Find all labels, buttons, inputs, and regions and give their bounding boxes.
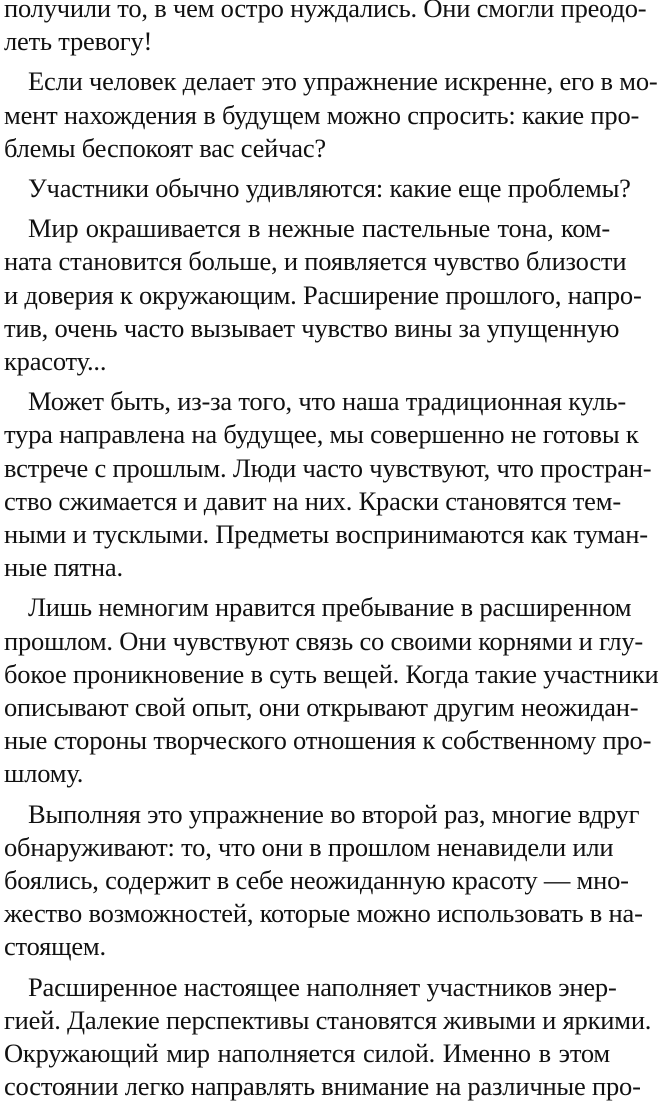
paragraph — [4, 385, 652, 584]
text-line: гией. Далекие перспективы становятся живыми и яркими. — [4, 1004, 652, 1035]
text-line: Если человек делает это упражнение искренне, его в мо- — [28, 66, 658, 97]
text-line: ные пятна. — [4, 552, 123, 583]
text-line: тив, очень часто вызывает чувство вины за упущенную — [4, 312, 620, 343]
text-line: тура направлена на будущее, мы совершенно не готовы к — [4, 419, 639, 450]
paragraph — [4, 591, 659, 790]
text-line: и доверия к окружающим. Расширение прошлого, напро- — [4, 279, 642, 310]
text-line: ната становится больше, и появляется чувство близости — [4, 246, 627, 277]
text-line: Лишь немногим нравится пребывание в расширенном — [28, 592, 632, 623]
text-line: ство сжимается и давит на них. Краски становятся тем- — [4, 485, 621, 516]
text-line: получили то, в чем остро нуждались. Они смогли преодо- — [4, 0, 647, 23]
text-line: обнаруживают: то, что они в прошлом ненавидели или — [4, 831, 614, 862]
text-line: Окружающий мир наполняется силой. Именно в этом — [4, 1038, 610, 1069]
text-line: блемы беспокоят вас сейчас? — [4, 132, 326, 163]
text-line: встрече с прошлым. Люди часто чувствуют, что простран- — [4, 452, 652, 483]
text-line: боялись, содержит в себе неожиданную красоту — мно- — [4, 865, 629, 896]
text-line: прошлом. Они чувствуют связь со своими корнями и глу- — [4, 625, 644, 656]
text-line: стоящем. — [4, 931, 106, 962]
body-text — [4, 0, 659, 1111]
text-line: Участники обычно удивляются: какие еще проблемы? — [28, 173, 631, 204]
text-line: ные стороны творческого отношения к собственному про- — [4, 725, 652, 756]
paragraph — [4, 0, 647, 58]
text-line: бокое проникновение в суть вещей. Когда такие участники — [4, 658, 659, 689]
text-line: ными и тусклыми. Предметы воспринимаются как туман- — [4, 519, 648, 550]
text-line: шлому. — [4, 758, 84, 789]
text-line: Может быть, из-за того, что наша традиционная куль- — [28, 386, 626, 417]
text-line: мент нахождения в будущем можно спросить: какие про- — [4, 99, 640, 130]
text-line: состоянии легко направлять внимание на различные про- — [4, 1071, 641, 1102]
text-line: Расширенное настоящее наполняет участников энер- — [28, 971, 617, 1002]
paragraph — [4, 65, 658, 165]
paragraph — [4, 798, 643, 964]
text-line: красоту... — [4, 346, 107, 377]
text-line: Выполняя это упражнение во второй раз, многие вдруг — [28, 798, 640, 829]
text-line: Мир окрашивается в нежные пастельные тона, ком- — [28, 213, 610, 244]
text-line: жество возможностей, которые можно использовать в на- — [4, 898, 643, 929]
text-line: леть тревогу! — [4, 26, 153, 57]
paragraph — [4, 971, 652, 1104]
paragraph — [4, 172, 631, 205]
text-line: описывают свой опыт, они открывают другим неожидан- — [4, 692, 639, 723]
paragraph — [4, 212, 642, 378]
